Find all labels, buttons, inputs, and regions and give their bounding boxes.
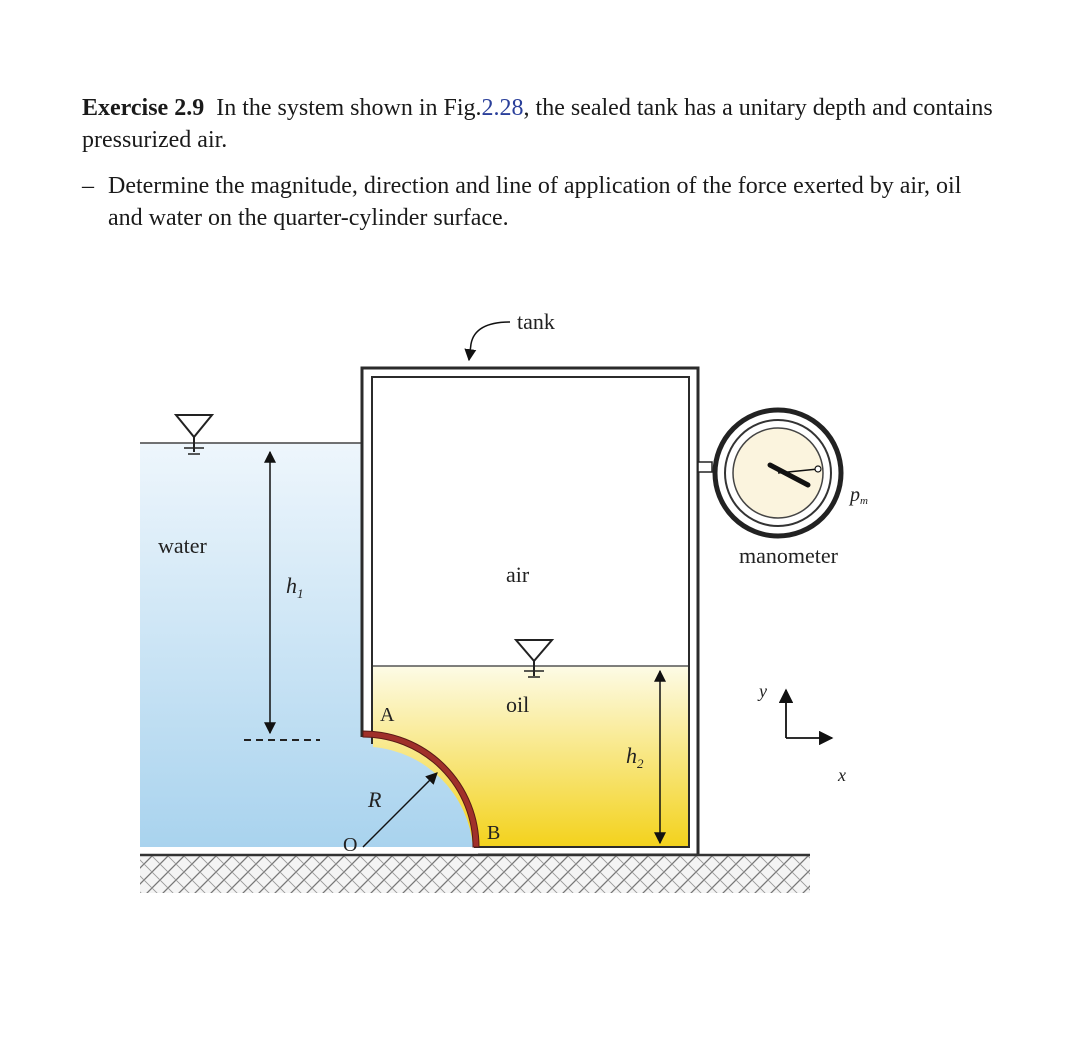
point-o-label: O (343, 834, 358, 856)
manometer-label: manometer (739, 543, 838, 568)
radius-label: R (368, 787, 382, 812)
tank-label: tank (517, 309, 555, 334)
exercise-text-start: In the system shown in Fig. (216, 95, 482, 121)
pm-label: pm (850, 484, 868, 507)
exercise-text-end: , the sealed tank has a unitary depth and contains pressurized air. (82, 95, 993, 153)
point-b-label: B (487, 822, 501, 844)
manometer-gauge (698, 410, 841, 536)
task-text: Determine the magnitude, direction and line of application of the force exerted by air, oil and water on the quarter-cylinder surface. (108, 173, 962, 231)
oil-label: oil (506, 692, 530, 717)
ground-hatching (140, 855, 810, 893)
x-axis-label: x (838, 765, 846, 785)
y-axis-label: y (759, 681, 767, 701)
exercise-label: Exercise 2.9 (82, 95, 205, 121)
h1-label: $h_1$ (286, 573, 304, 601)
point-a-label: A (380, 704, 395, 726)
water-label: water (158, 533, 207, 558)
tank-leader-line (469, 322, 510, 360)
figure-reference-link[interactable]: 2.28 (481, 95, 524, 121)
h2-label: $h_2$ (626, 743, 644, 771)
task-bullet-dash: – (82, 173, 94, 199)
air-label: air (506, 562, 530, 587)
